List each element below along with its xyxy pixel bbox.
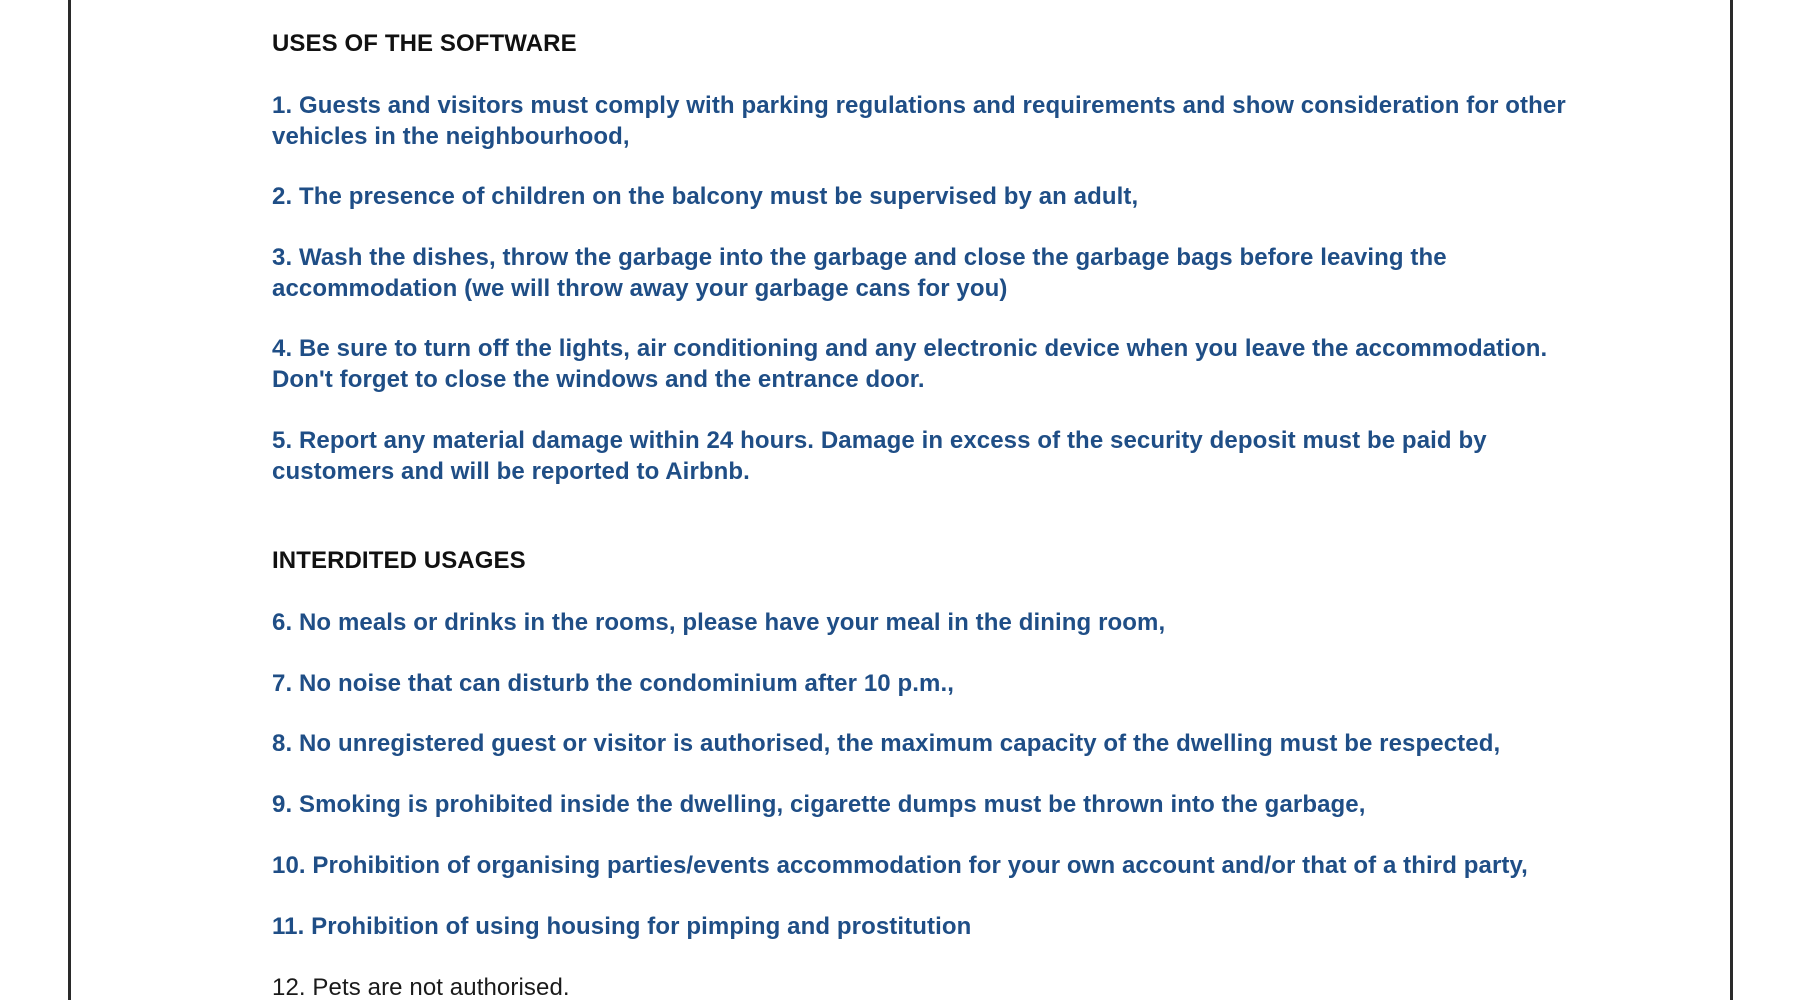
rule-item-9: 9. Smoking is prohibited inside the dwelling, cigarette dumps must be thrown into the garbage, [272, 791, 1366, 818]
page-border-left [68, 0, 71, 1000]
interdicted-section-heading: INTERDITED USAGES [272, 547, 526, 574]
rule-item-6: 6. No meals or drinks in the rooms, please have your meal in the dining room, [272, 609, 1166, 636]
rule-item-2: 2. The presence of children on the balcony must be supervised by an adult, [272, 183, 1139, 210]
rule-item-3: 3. Wash the dishes, throw the garbage into the garbage and close the garbage bags before leaving the accommodation (we will throw away your garbage cans for you) [272, 244, 1447, 302]
page-border-right [1730, 0, 1733, 1000]
rule-item-10: 10. Prohibition of organising parties/events accommodation for your own account and/or that of a third party, [272, 852, 1528, 879]
rule-item-5: 5. Report any material damage within 24 hours. Damage in excess of the security deposit must be paid by customers and will be reported to Airbnb. [272, 427, 1487, 485]
rule-item-12: 12. Pets are not authorised. [272, 974, 570, 1000]
rule-item-8: 8. No unregistered guest or visitor is authorised, the maximum capacity of the dwelling must be respected, [272, 730, 1501, 757]
rule-item-7: 7. No noise that can disturb the condominium after 10 p.m., [272, 670, 954, 697]
rule-item-1: 1. Guests and visitors must comply with parking regulations and requirements and show consideration for other vehicles in the neighbourhood, [272, 92, 1566, 150]
uses-section-heading: USES OF THE SOFTWARE [272, 30, 577, 57]
rule-item-4: 4. Be sure to turn off the lights, air conditioning and any electronic device when you leave the accommodation. Don't forget to close the windows and the entrance door. [272, 335, 1548, 393]
rule-item-11: 11. Prohibition of using housing for pimping and prostitution [272, 913, 972, 940]
